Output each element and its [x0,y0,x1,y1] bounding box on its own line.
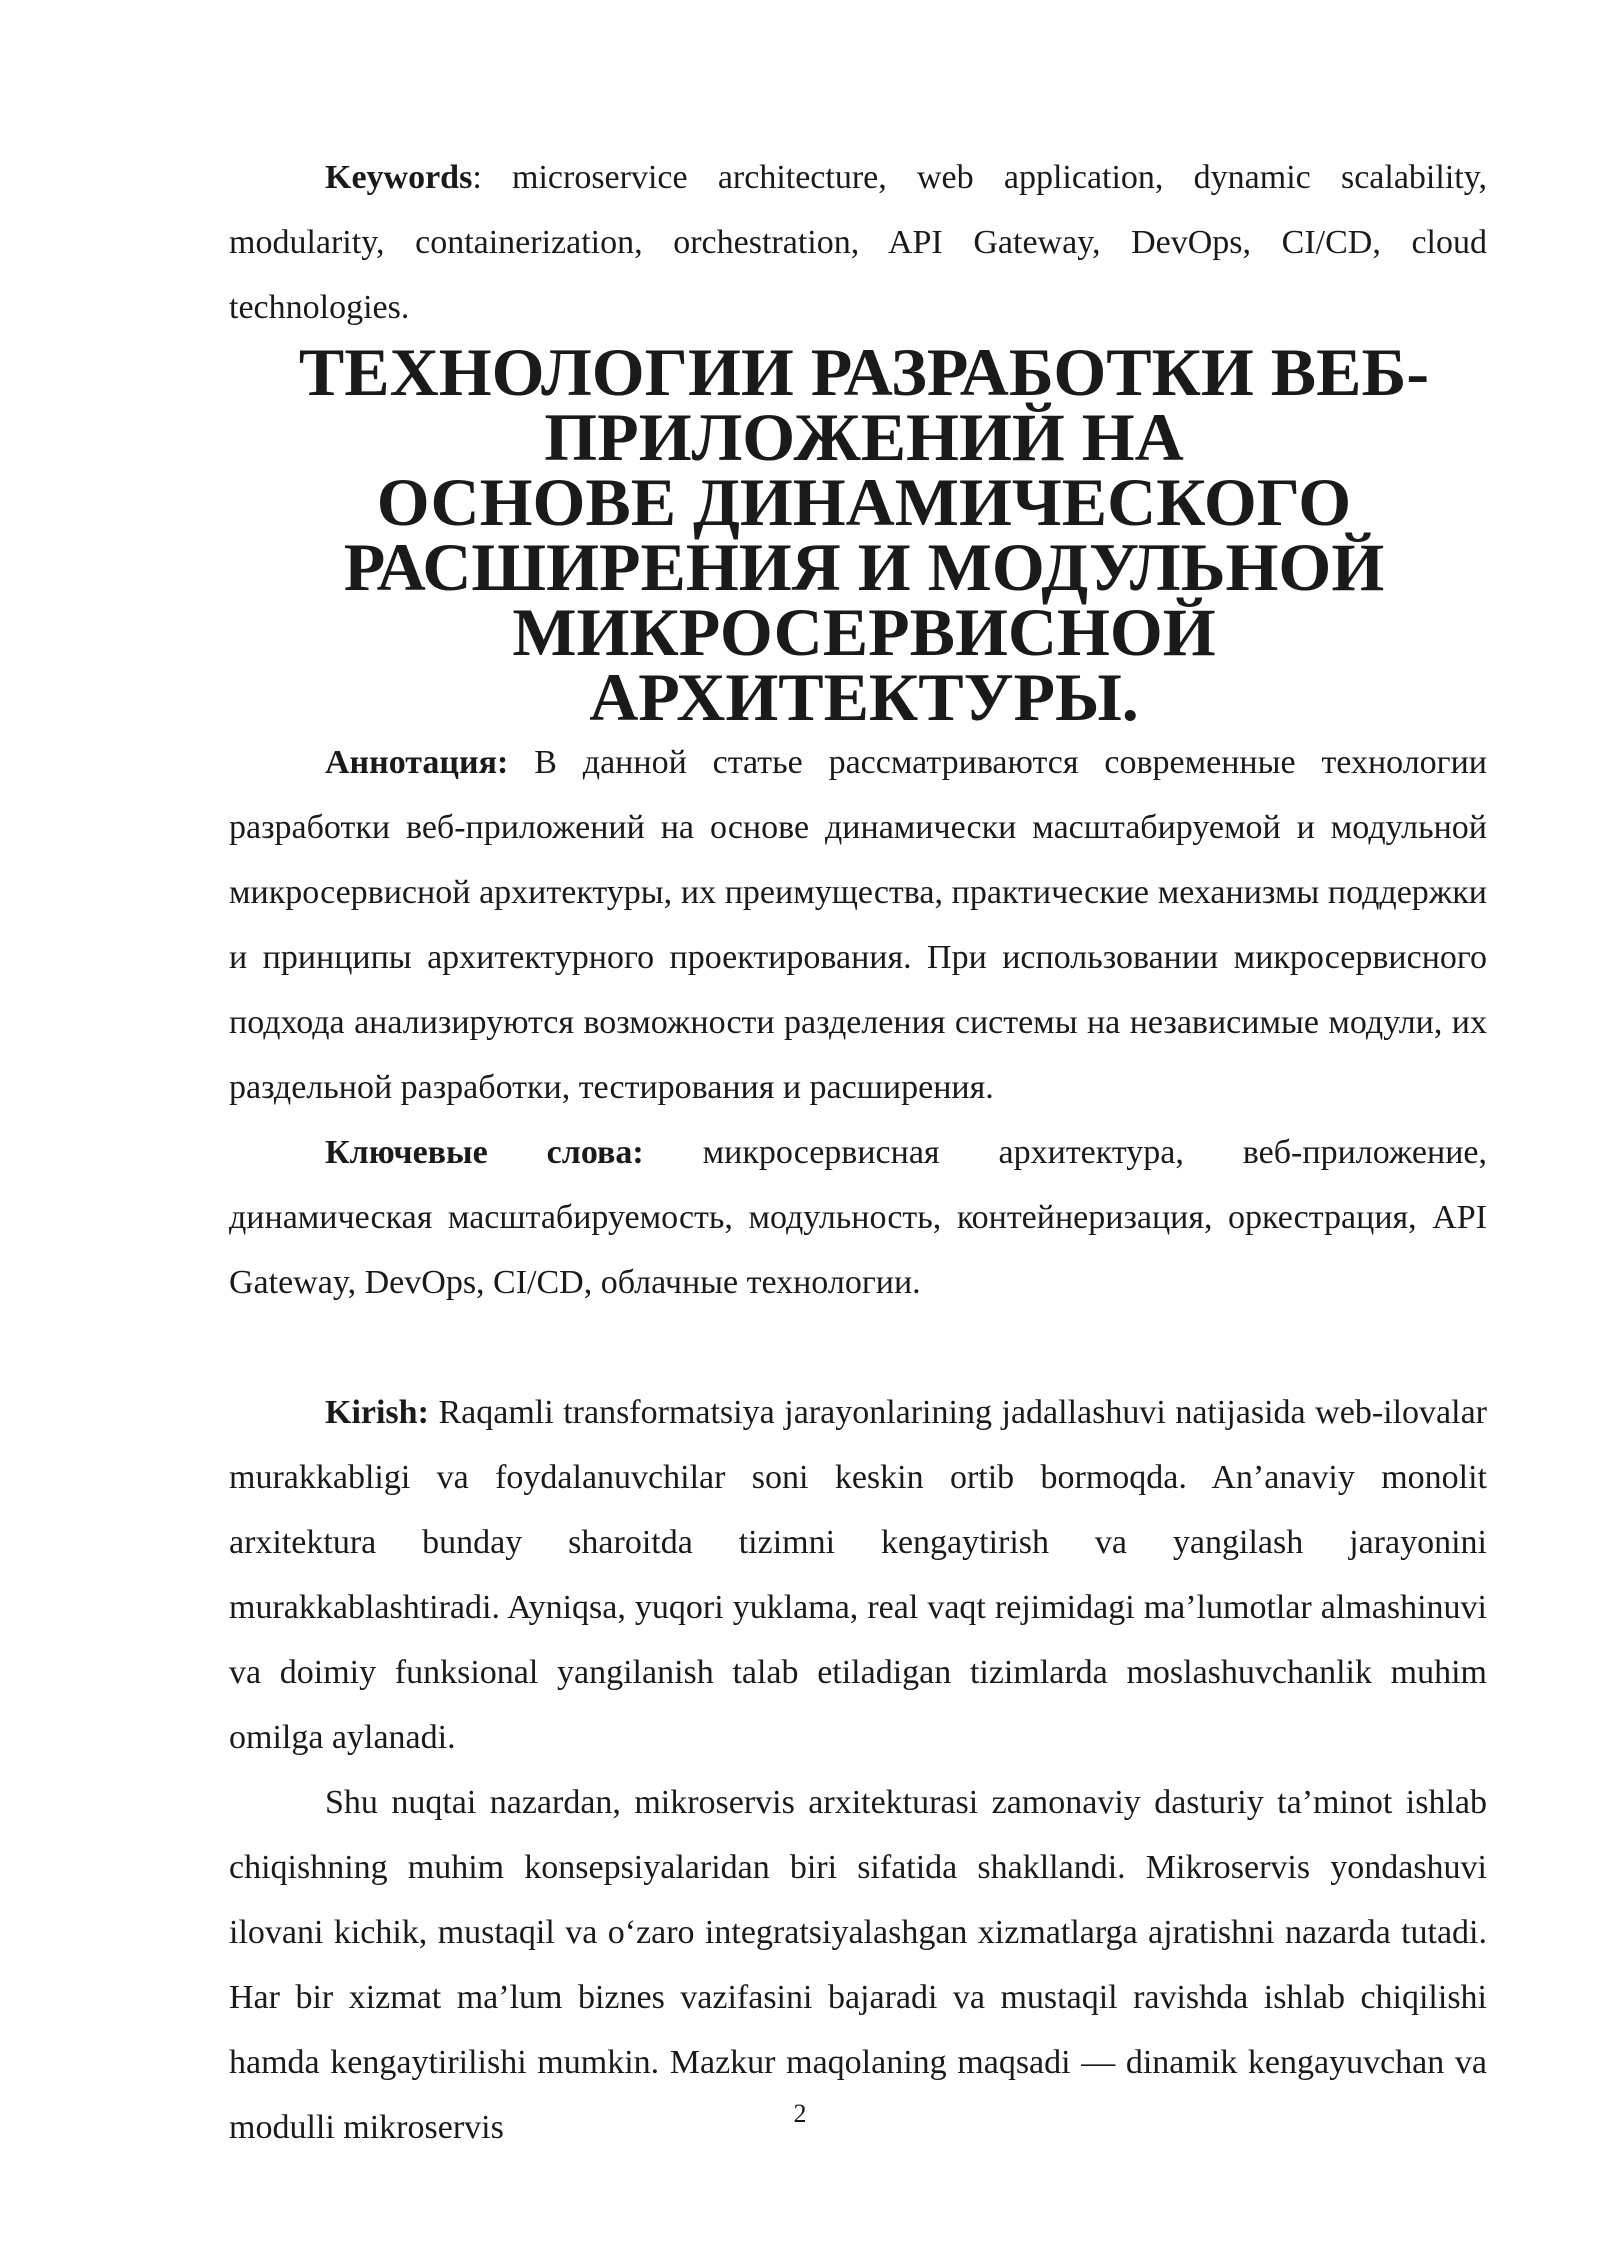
annotation-ru-paragraph [229,730,1487,1120]
intro-uz-label: Kirish: [325,1394,429,1431]
keywords-ru-text: микросервисная архитектура, веб-приложение, динамическая масштабируемость, модульность, контейнеризация, оркестрация, API Gateway, DevOps, CI/CD, облачные технологии. [229,1134,1487,1301]
article-title-line-3: МИКРОСЕРВИСНОЙ АРХИТЕКТУРЫ. [512,594,1216,735]
keywords-ru-label: Ключевые слова: [325,1134,644,1171]
keywords-en-label: Keywords [325,159,473,196]
article-title-line-1: ТЕХНОЛОГИИ РАЗРАБОТКИ ВЕБ-ПРИЛОЖЕНИЙ НА [298,334,1430,475]
keywords-en-paragraph [229,145,1487,340]
keywords-en-text: : microservice architecture, web application, dynamic scalability, modularity, containerization, orchestration, API Gateway, DevOps, CI/CD, cloud technologies. [229,159,1487,326]
article-title-line-2: ОСНОВЕ ДИНАМИЧЕСКОГО РАСШИРЕНИЯ И МОДУЛЬНОЙ [343,464,1385,605]
section-spacer [229,1315,1487,1380]
intro-uz-text: Raqamli transformatsiya jarayonlarining jadallashuvi natijasida web-ilovalar murakkabligi va foydalanuvchilar soni keskin ortib bormoqda. An’anaviy monolit arxitektura bunday sharoitda tizimni kengaytirish va yangilash jarayonini murakkablashtiradi. Ayniqsa, yuqori yuklama, real vaqt rejimidagi ma’lumotlar almashinuvi va doimiy funksional yangilanish talab etiladigan tizimlarda moslashuvchanlik muhim omilga aylanadi. [229,1394,1487,1756]
page-body [229,145,1487,2160]
intro-uz-paragraph [229,1380,1487,1770]
annotation-ru-label: Аннотация: [325,744,509,781]
page-number: 2 [793,2099,807,2128]
annotation-ru-text: В данной статье рассматриваются современные технологии разработки веб-приложений на основе динамически масштабируемой и модульной микросервисной архитектуры, их преимущества, практические механизмы поддержки и принципы архитектурного проектирования. При использовании микросервисного подхода анализируются возможности разделения системы на независимые модули, их раздельной разработки, тестирования и расширения. [229,744,1487,1106]
article-title-ru [229,334,1487,735]
keywords-ru-paragraph [229,1120,1487,1315]
body-uz-paragraph: Shu nuqtai nazardan, mikroservis arxitekturasi zamonaviy dasturiy ta’minot ishlab chiqishning muhim konsepsiyalaridan biri sifatida shakllandi. Mikroservis yondashuvi ilovani kichik, mustaqil va o‘zaro integratsiyalashgan xizmatlarga ajratishni nazarda tutadi. Har bir xizmat ma’lum biznes vazifasini bajaradi va mustaqil ravishda ishlab chiqilishi hamda kengaytirilishi mumkin. Mazkur maqolaning maqsadi — dinamik kengayuvchan va modulli mikroservis [229,1784,1487,2146]
